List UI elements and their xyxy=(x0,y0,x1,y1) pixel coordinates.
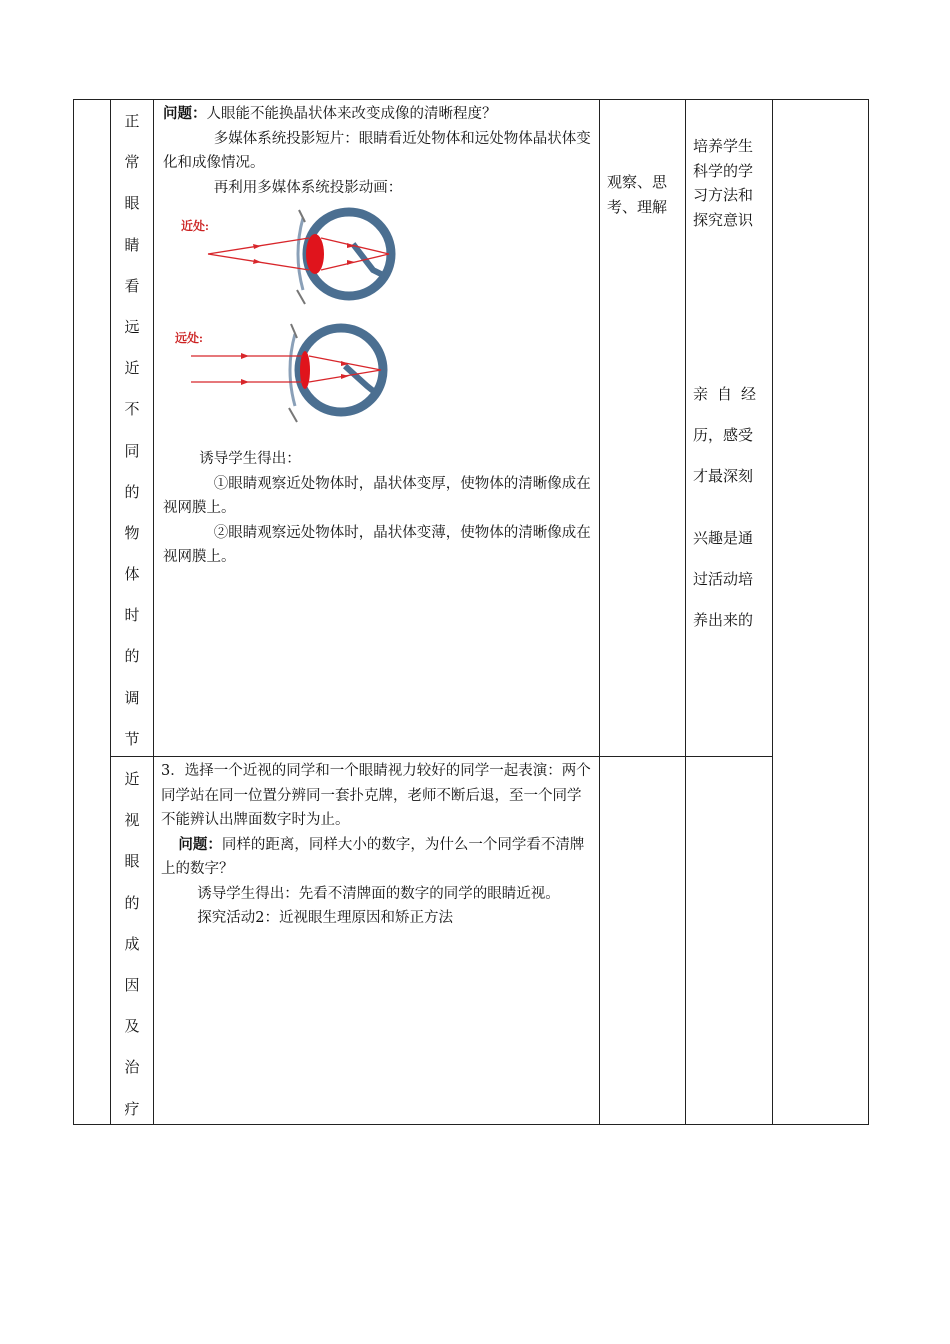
guide-line: 诱导学生得出：先看不清牌面的数字的同学的眼睛近视。 xyxy=(197,885,560,902)
topic-char: 眼 xyxy=(124,194,140,213)
topic-char: 治 xyxy=(124,1058,140,1077)
table-border-bottom xyxy=(73,1124,869,1125)
topic-char: 的 xyxy=(124,482,140,501)
purpose-text: 历，感受 xyxy=(693,426,754,444)
student-activity xyxy=(607,170,679,219)
topic-char: 不 xyxy=(124,400,140,419)
topic-char: 看 xyxy=(124,276,140,295)
question-line xyxy=(163,102,591,127)
purpose-text: 养出来的 xyxy=(693,611,754,629)
table-divider xyxy=(772,99,773,1125)
topic-char: 视 xyxy=(124,811,140,830)
topic-char: 的 xyxy=(124,893,140,912)
table-border-right xyxy=(868,99,869,1125)
guide-line: 诱导学生得出： xyxy=(199,451,301,467)
purpose-text: 过活动培 xyxy=(693,570,754,588)
arrow-icon xyxy=(241,353,249,359)
near-label: 近处: xyxy=(181,219,209,233)
topic-char: 常 xyxy=(124,153,140,172)
lens-icon xyxy=(306,234,324,274)
topic-char: 远 xyxy=(124,317,140,336)
far-eye-diagram xyxy=(163,320,423,435)
topic-char: 正 xyxy=(124,112,140,130)
arrow-icon xyxy=(241,379,249,385)
topic-char: 同 xyxy=(124,441,140,460)
topic-char: 疗 xyxy=(124,1099,140,1118)
row1-content xyxy=(163,102,591,570)
topic-char: 物 xyxy=(124,523,140,542)
topic-char: 因 xyxy=(124,975,140,994)
cornea xyxy=(298,218,303,290)
purpose-text: 亲自经 xyxy=(693,385,766,403)
lens-icon xyxy=(300,351,310,389)
table-divider xyxy=(685,99,686,1125)
design-purpose-3 xyxy=(693,518,765,641)
topic-char: 调 xyxy=(124,688,140,707)
topic-char: 睛 xyxy=(124,235,140,254)
question-line xyxy=(161,833,591,882)
conclusion-point: ①眼睛观察近处物体时，晶状体变厚，使物体的清晰像成在视网膜上。 xyxy=(163,475,591,516)
question-text: 同样的距离，同样大小的数字，为什么一个同学看不清牌上的数字？ xyxy=(161,836,585,877)
topic-char: 节 xyxy=(124,729,140,748)
paragraph: 再利用多媒体系统投影动画： xyxy=(213,179,403,196)
purpose-text: 才最深刻 xyxy=(693,467,754,485)
design-purpose xyxy=(693,134,765,232)
purpose-text: 兴趣是通 xyxy=(693,529,754,547)
row1-topic xyxy=(111,101,153,760)
table-border-left xyxy=(73,99,74,1125)
arrow-icon xyxy=(253,259,261,264)
topic-char: 近 xyxy=(124,359,140,378)
table-border-top xyxy=(73,99,869,100)
lesson-table xyxy=(73,99,869,1125)
purpose-text: 培养学生科学的学习方法和探究意识 xyxy=(693,137,754,229)
student-activity-text: 观察、思考、理解 xyxy=(607,173,668,216)
question-label: 问题： xyxy=(163,105,207,122)
topic-char: 时 xyxy=(124,606,140,625)
row2-topic xyxy=(111,759,153,1130)
near-eye-diagram xyxy=(163,200,423,320)
question-text: 人眼能不能换晶状体来改变成像的清晰程度？ xyxy=(206,106,497,122)
paragraph: 3．选择一个近视的同学和一个眼睛视力较好的同学一起表演：两个同学站在同一位置分辨同一套扑克牌，老师不断后退，至一个同学不能辨认出牌面数字时为止。 xyxy=(161,763,591,828)
arrow-icon xyxy=(253,244,261,249)
paragraph: 多媒体系统投影短片：眼睛看近处物体和远处物体晶状体变化和成像情况。 xyxy=(163,130,591,171)
topic-char: 体 xyxy=(124,565,140,584)
eyeball-icon xyxy=(299,328,383,412)
row-divider xyxy=(110,756,772,757)
table-divider xyxy=(599,99,600,1125)
design-purpose-2 xyxy=(693,374,765,497)
activity-line: 探究活动2：近视眼生理原因和矫正方法 xyxy=(197,910,453,926)
topic-char: 及 xyxy=(124,1017,140,1036)
topic-char: 成 xyxy=(124,934,140,953)
topic-char: 近 xyxy=(124,770,140,788)
far-label: 远处: xyxy=(175,331,203,345)
topic-char: 眼 xyxy=(124,852,140,871)
topic-char: 的 xyxy=(124,647,140,666)
conclusion-point: ②眼睛观察远处物体时，晶状体变薄，使物体的清晰像成在视网膜上。 xyxy=(163,524,591,565)
question-label: 问题： xyxy=(178,835,222,853)
table-divider xyxy=(153,99,154,1125)
row2-content xyxy=(161,759,591,931)
cornea xyxy=(290,334,295,406)
